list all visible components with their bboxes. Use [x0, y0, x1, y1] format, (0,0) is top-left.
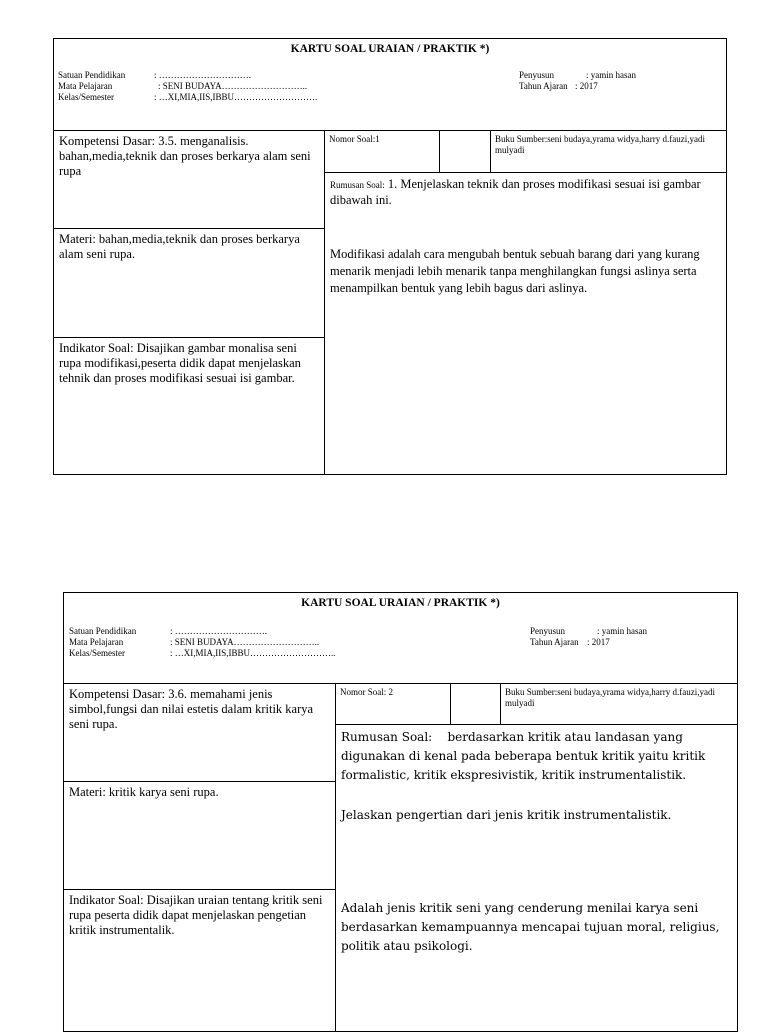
meta-label: Kelas/Semester	[58, 92, 114, 102]
card-header	[64, 593, 737, 684]
rumusan-label: Rumusan Soal:	[330, 180, 385, 190]
rumusan-text	[341, 728, 733, 785]
meta-label: Satuan Pendidikan	[58, 70, 126, 80]
meta-left	[58, 70, 317, 103]
rumusan-label: Rumusan Soal:	[341, 730, 433, 744]
blank-cell	[440, 131, 491, 172]
soal-card-2	[63, 592, 738, 1032]
kompetensi-dasar: Kompetensi Dasar: 3.5. menganalisis. bahan,media,teknik dan proses berkarya alam seni rupa	[59, 134, 311, 178]
left-column	[64, 684, 336, 1031]
meta-value: : …XI,MIA,IIS,IBBU………………………..	[170, 648, 336, 658]
buku-sumber: Buku Sumber:seni budaya,yrama widya,harry d.fauzi,yadi mulyadi	[495, 134, 705, 155]
meta-label: Tahun Ajaran	[519, 81, 568, 91]
meta-value: : yamin hasan	[597, 626, 647, 636]
rumusan-soal	[325, 173, 726, 474]
meta-right	[519, 70, 636, 92]
rumusan-soal	[336, 725, 737, 1031]
soal-card-1	[53, 38, 727, 475]
nomor-soal: Nomor Soal:1	[325, 131, 440, 172]
meta-value: : 2017	[575, 81, 598, 91]
pertanyaan: Jelaskan pengertian dari jenis kritik instrumentalistik.	[341, 808, 672, 822]
buku-sumber: Buku Sumber:seni budaya,yrama widya,harry d.fauzi,yadi mulyadi	[505, 687, 715, 708]
left-column	[54, 131, 325, 474]
rumusan-question: berdasarkan kritik atau landasan yang digunakan di kenal pada beberapa bentuk kritik yaitu kritik formalistic, kritik ekspresivistik, kritik instrumentalistik.	[341, 730, 706, 782]
meta-label: Penyusun	[530, 626, 566, 636]
rumusan-text	[330, 177, 720, 208]
meta-label: Penyusun	[519, 70, 555, 80]
meta-value: : yamin hasan	[586, 70, 636, 80]
materi: Materi: kritik karya seni rupa.	[64, 781, 335, 889]
card-title: KARTU SOAL URAIAN / PRAKTIK *)	[301, 597, 500, 609]
soal-info-row	[325, 131, 726, 173]
meta-value: : ………………………….	[170, 626, 268, 636]
meta-label: Mata Pelajaran	[69, 637, 124, 647]
meta-label: Kelas/Semester	[69, 648, 125, 658]
meta-label: Satuan Pendidikan	[69, 626, 137, 636]
meta-label: Tahun Ajaran	[530, 637, 579, 647]
meta-left	[69, 626, 336, 659]
soal-info-row	[336, 684, 737, 725]
jawaban: Adalah jenis kritik seni yang cenderung menilai karya seni berdasarkan kemampuannya mencapai tujuan moral, religius, politik atau psikologi.	[341, 901, 720, 953]
meta-value: : …XI,MIA,IIS,IBBU……………………….	[154, 92, 318, 102]
rumusan-question: 1. Menjelaskan teknik dan proses modifikasi sesuai isi gambar dibawah ini.	[330, 177, 701, 207]
nomor-soal: Nomor Soal: 2	[336, 684, 451, 724]
materi: Materi: bahan,media,teknik dan proses berkarya alam seni rupa.	[54, 228, 324, 337]
meta-value: : SENI BUDAYA………………………..	[170, 637, 320, 647]
card-title: KARTU SOAL URAIAN / PRAKTIK *)	[290, 43, 490, 55]
meta-right	[530, 626, 647, 648]
jawaban: Modifikasi adalah cara mengubah bentuk sebuah barang dari yang kurang menarik menjadi lebih menarik tanpa menghilangkan fungsi aslinya serta menampilkan bentuk yang lebih bagus dari aslinya.	[330, 247, 700, 295]
meta-value: : SENI BUDAYA………………………..	[158, 81, 308, 91]
kompetensi-dasar: Kompetensi Dasar: 3.6. memahami jenis simbol,fungsi dan nilai estetis dalam kritik karya seni rupa.	[69, 687, 314, 731]
indikator-soal: Indikator Soal: Disajikan uraian tentang kritik seni rupa peserta didik dapat menjelaskan pengetian kritik instrumentalik.	[64, 889, 335, 1031]
meta-value: : 2017	[587, 637, 610, 647]
meta-value: : ………………………….	[154, 70, 252, 80]
indikator-soal: Indikator Soal: Disajikan gambar monalisa seni rupa modifikasi,peserta didik dapat menjelaskan tehnik dan proses modifikasi sesuai isi gambar.	[54, 337, 324, 474]
card-header	[54, 39, 726, 131]
blank-cell	[451, 684, 501, 724]
meta-label: Mata Pelajaran	[58, 81, 113, 91]
